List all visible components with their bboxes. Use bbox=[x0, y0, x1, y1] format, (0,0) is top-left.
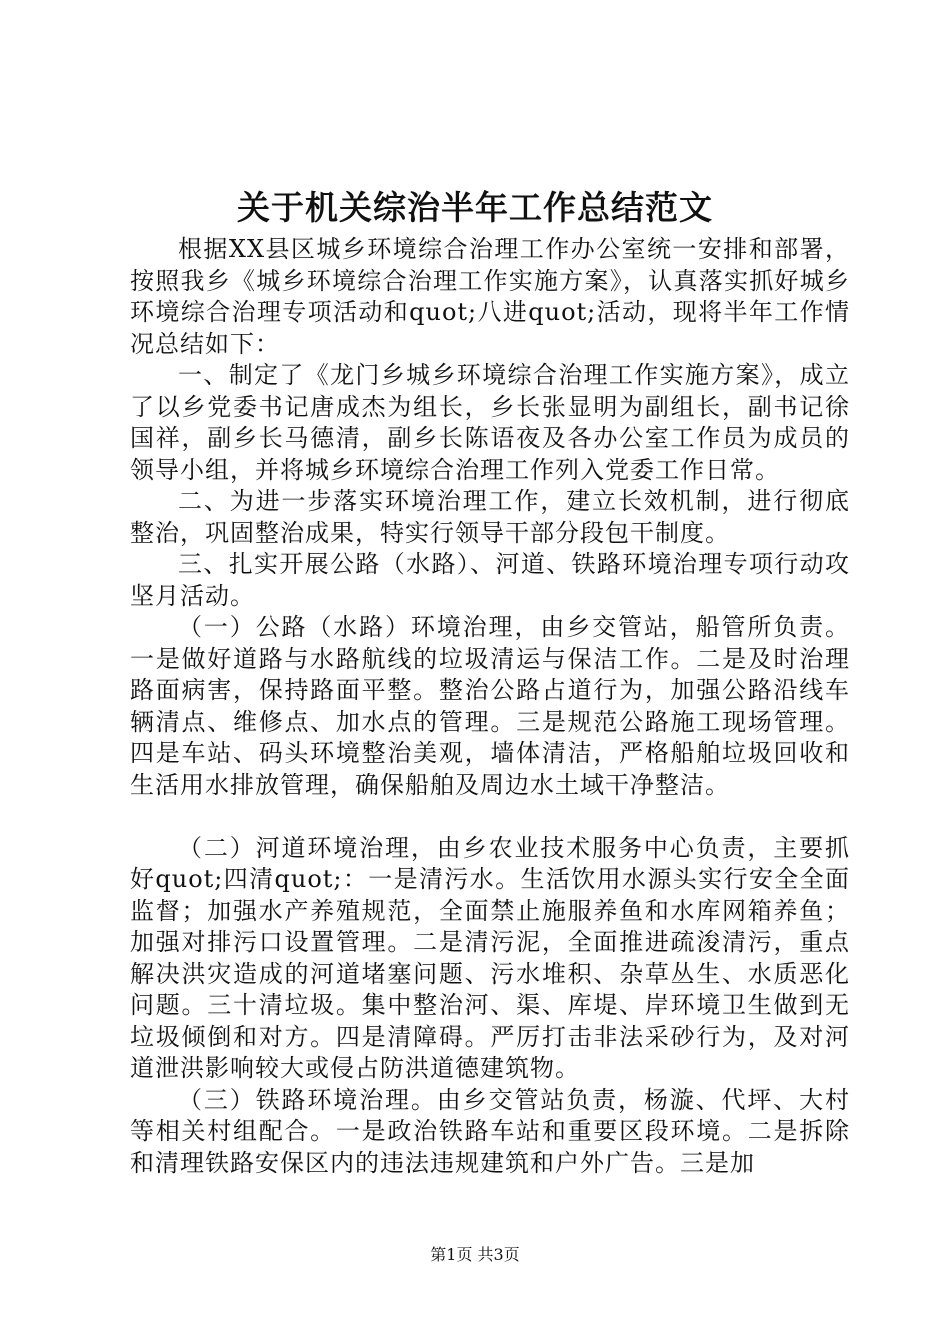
document-body bbox=[130, 234, 850, 1179]
paragraph-intro: 根据XX县区城乡环境综合治理工作办公室统一安排和部署，按照我乡《城乡环境综合治理工作实施方案》，认真落实抓好城乡环境综合治理专项活动和quot;八进quot;活动，现将半年工作情况总结如下： bbox=[130, 235, 850, 358]
paragraph-section-2: 二、为进一步落实环境治理工作，建立长效机制，进行彻底整治，巩固整治成果，特实行领导干部分段包干制度。 bbox=[130, 487, 850, 547]
paragraph-subsection-1: （一）公路（水路）环境治理，由乡交管站，船管所负责。一是做好道路与水路航线的垃圾清运与保洁工作。二是及时治理路面病害，保持路面平整。整治公路占道行为，加强公路沿线车辆清点、维修点、加水点的管理。三是规范公路施工现场管理。四是车站、码头环境整治美观，墙体清洁，严格船舶垃圾回收和生活用水排放管理，确保船舶及周边水土域干净整洁。 bbox=[130, 613, 850, 799]
page-footer: 第1页 共3页 bbox=[430, 1245, 520, 1264]
document-title: 关于机关综治半年工作总结范文 bbox=[237, 188, 713, 227]
paragraph-subsection-3: （三）铁路环境治理。由乡交管站负责，杨漩、代坪、大村等相关村组配合。一是政治铁路车站和重要区段环境。二是拆除和清理铁路安保区内的违法违规建筑和户外广告。三是加 bbox=[130, 1085, 850, 1177]
paragraph-subsection-2: （二）河道环境治理，由乡农业技术服务中心负责，主要抓好quot;四清quot;：一是清污水。生活饮用水源头实行安全全面监督；加强水产养殖规范，全面禁止施服养鱼和水库网箱养鱼；加强对排污口设置管理。二是清污泥，全面推进疏浚清污，重点解决洪灾造成的河道堵塞问题、污水堆积、杂草丛生、水质恶化问题。三十清垃圾。集中整治河、渠、库堤、岸环境卫生做到无垃圾倾倒和对方。四是清障碍。严厉打击非法采砂行为，及对河道泄洪影响较大或侵占防洪道德建筑物。 bbox=[130, 833, 850, 1082]
paragraph-section-1: 一、制定了《龙门乡城乡环境综合治理工作实施方案》，成立了以乡党委书记唐成杰为组长，乡长张显明为副组长，副书记徐国祥，副乡长马德清，副乡长陈语夜及各办公室工作员为成员的领导小组，并将城乡环境综合治理工作列入党委工作日常。 bbox=[130, 361, 850, 484]
paragraph-section-3: 三、扎实开展公路（水路）、河道、铁路环境治理专项行动攻坚月活动。 bbox=[130, 550, 850, 610]
